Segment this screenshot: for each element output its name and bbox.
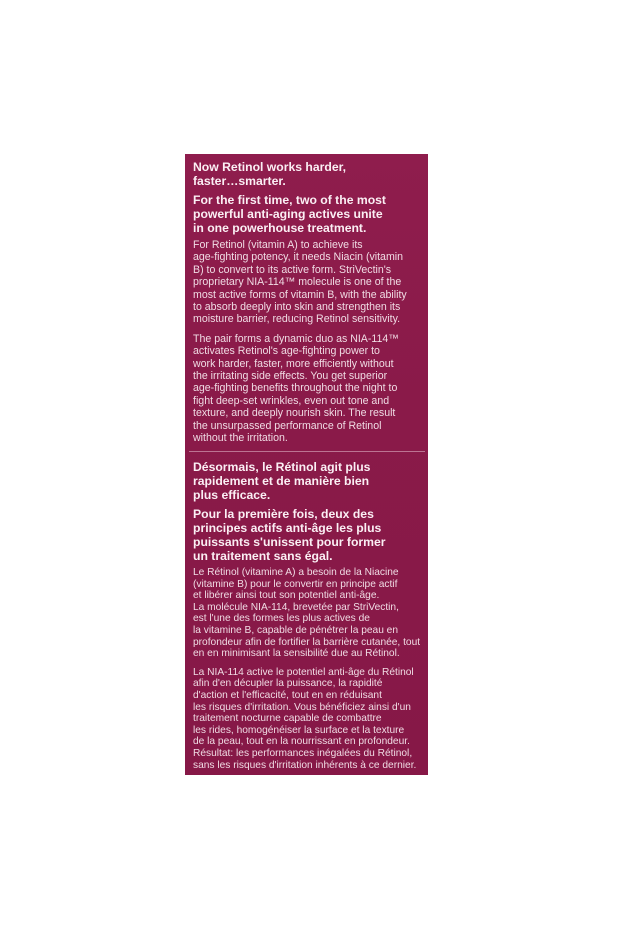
section-divider [189, 451, 425, 452]
french-headline: Désormais, le Rétinol agit plus rapidement et de manière bien plus efficace. [193, 460, 371, 502]
english-paragraph-2: The pair forms a dynamic duo as NIA-114™ activates Retinol's age-fighting power to work harder, faster, more efficiently without the irritating side effects. You get superior age-fighting benefits throughout the night to fight deep-set wrinkles, even out tone and texture, and deeply nourish skin. The result the unsurpassed performance of Retinol without the irritation. [193, 332, 399, 445]
french-subheadline: Pour la première fois, deux des principes actifs anti-âge les plus puissants s'unissent pour former un traitement sans égal. [193, 507, 386, 563]
french-paragraph-2: La NIA-114 active le potentiel anti-âge du Rétinol afin d'en décupler la puissance, la rapidité d'action et l'efficacité, tout en en réduisant les risques d'irritation. Vous bénéficiez ainsi d'un traitement nocturne capable de combattre les rides, homogénéiser la surface et la texture de la peau, tout en la nourrissant en profondeur. Résultat: les performances inégalées du Rétinol, sans les risques d'irritation inhérents à ce dernier. [193, 666, 417, 771]
english-headline: Now Retinol works harder, faster…smarter. [193, 160, 347, 188]
french-section [193, 460, 425, 771]
english-subheadline: For the first time, two of the most powerful anti-aging actives unite in one powerhouse treatment. [193, 193, 386, 235]
english-paragraph-1: For Retinol (vitamin A) to achieve its age-fighting potency, it needs Niacin (vitamin B) to convert to its active form. StriVectin's proprietary NIA-114™ molecule is one of the most active forms of vitamin B, with the ability to absorb deeply into skin and strengthen its moisture barrier, reducing Retinol sensitivity. [193, 239, 407, 326]
french-paragraph-1: Le Rétinol (vitamine A) a besoin de la Niacine (vitamine B) pour le convertir en principe actif et libérer ainsi tout son potentiel anti-âge. La molécule NIA-114, brevetée par StriVectin, est l'une des formes les plus actives de la vitamine B, capable de pénétrer la peau en profondeur afin de fortifier la barrière cutanée, tout en en minimisant la sensibilité due au Rétinol. [193, 567, 421, 660]
product-text-panel [185, 154, 428, 775]
english-section [193, 160, 425, 445]
